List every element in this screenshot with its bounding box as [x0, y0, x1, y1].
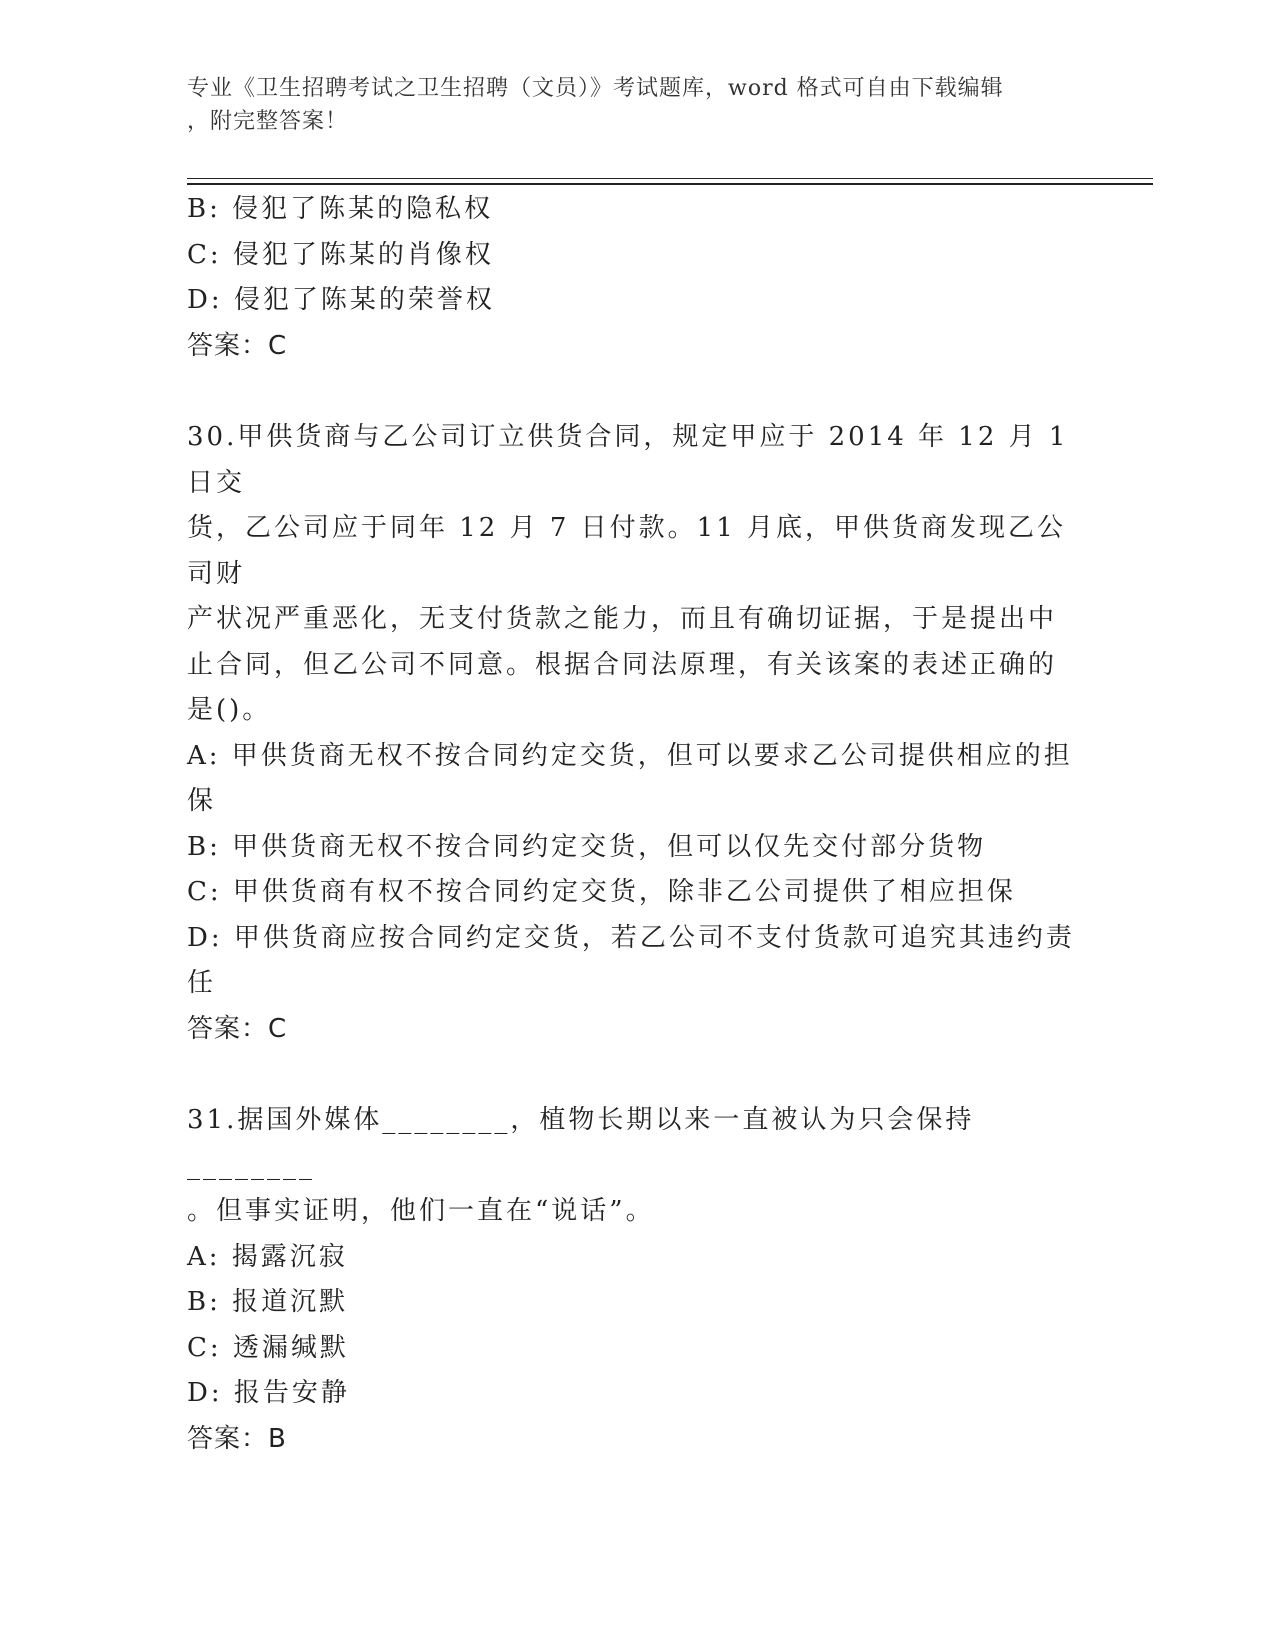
document-body: [187, 187, 1087, 1462]
question-31-stem-line: 31.据国外媒体________，植物长期以来一直被认为只会保持________: [187, 1105, 975, 1181]
spacer: [187, 369, 1087, 415]
question-30: [187, 415, 1087, 1052]
question-30-stem-line: 产状况严重恶化，无支付货款之能力，而且有确切证据，于是提出中: [187, 604, 1058, 634]
header-line-1: 专业《卫生招聘考试之卫生招聘（文员）》考试题库，word 格式可自由下载编辑: [187, 76, 1004, 101]
document-header: [187, 72, 1067, 138]
question-30-stem-line: 30.甲供货商与乙公司订立供货合同，规定甲应于 2014 年 12 月 1 日交: [187, 422, 1080, 498]
answer-31: 答案：B: [187, 1423, 287, 1454]
option-b: B: 报道沉默: [187, 1287, 349, 1317]
option-a: A: 甲供货商无权不按合同约定交货，但可以要求乙公司提供相应的担: [187, 740, 1073, 771]
question-31-stem-line: 。但事实证明，他们一直在“说话”。: [187, 1196, 655, 1226]
option-b: B: 甲供货商无权不按合同约定交货，但可以仅先交付部分货物: [187, 831, 987, 862]
option-a-continued: 保: [187, 786, 217, 816]
option-a: A: 揭露沉寂: [187, 1241, 348, 1272]
spacer: [187, 1052, 1087, 1098]
answer-30: 答案：C: [187, 1013, 288, 1044]
answer-29: 答案：C: [187, 330, 288, 361]
option-b: B: 侵犯了陈某的隐私权: [187, 194, 494, 224]
question-30-stem-line: 货，乙公司应于同年 12 月 7 日付款。11 月底，甲供货商发现乙公司财: [187, 513, 1067, 589]
header-line-2: ，附完整答案！: [187, 109, 349, 134]
option-c: C: 甲供货商有权不按合同约定交货，除非乙公司提供了相应担保: [187, 877, 1016, 907]
question-29-continued: [187, 187, 1087, 369]
header-rule-thick: [187, 183, 1153, 185]
question-31: [187, 1098, 1087, 1462]
option-d: D: 侵犯了陈某的荣誉权: [187, 285, 495, 315]
option-c: C: 透漏缄默: [187, 1332, 349, 1363]
header-rule-thin: [187, 178, 1153, 179]
option-d: D: 报告安静: [187, 1378, 350, 1408]
question-30-stem-line: 止合同，但乙公司不同意。根据合同法原理，有关该案的表述正确的: [187, 649, 1058, 680]
question-30-stem-line: 是()。: [187, 695, 272, 725]
option-d-continued: 任: [187, 968, 217, 998]
option-c: C: 侵犯了陈某的肖像权: [187, 239, 494, 270]
option-d: D: 甲供货商应按合同约定交货，若乙公司不支付货款可追究其违约责: [187, 922, 1075, 953]
